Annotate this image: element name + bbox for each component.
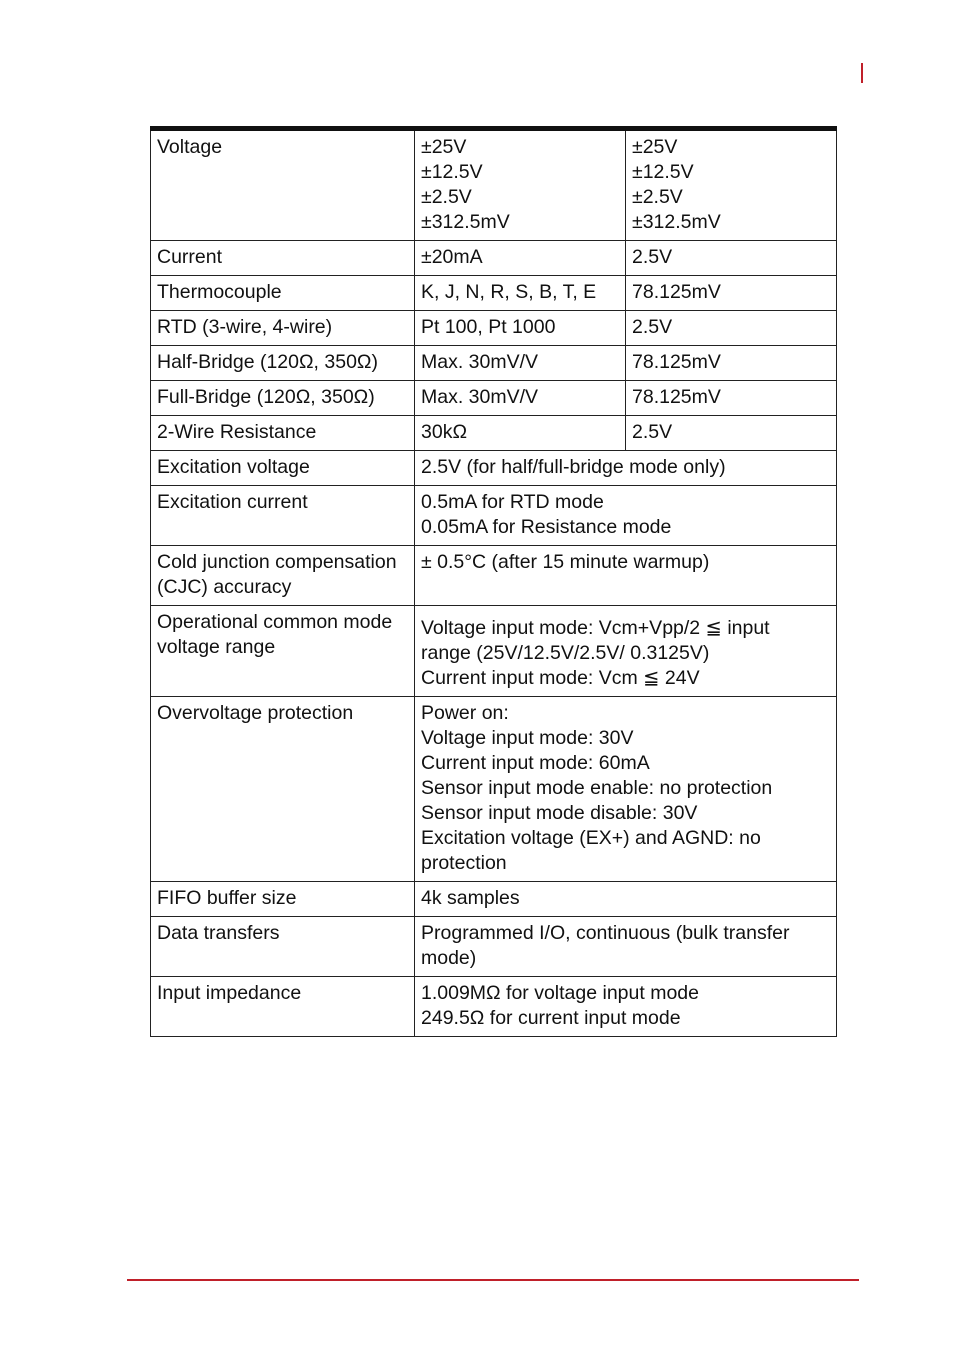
spec-label-cell (151, 882, 415, 917)
table-row (151, 241, 837, 276)
spec-label-text: Operational common mode (157, 611, 393, 633)
spec-label-text: Voltage (157, 136, 223, 158)
spec-value-text: ±25V (421, 136, 467, 158)
table-row (151, 917, 837, 977)
spec-value-cell (415, 129, 626, 241)
spec-label-text: Half-Bridge (120Ω, 350Ω) (157, 351, 379, 373)
spec-value-text: 1.009MΩ for voltage input mode (421, 982, 699, 1004)
spec-label-cell (151, 241, 415, 276)
spec-value-text: Sensor input mode enable: no protection (421, 777, 773, 799)
spec-label-text: (CJC) accuracy (157, 576, 292, 598)
spec-label-text: Overvoltage protection (157, 702, 354, 724)
spec-value-text: Power on: (421, 702, 509, 724)
spec-value-text: mode) (421, 947, 477, 969)
spec-value-text: ± 0.5°C (after 15 minute warmup) (421, 551, 710, 573)
spec-label-text: 2-Wire Resistance (157, 421, 317, 443)
spec-label-cell (151, 977, 415, 1037)
spec-value-cell (415, 697, 837, 882)
spec-value-cell (415, 882, 837, 917)
spec-value-text: ±20mA (421, 246, 483, 268)
spec-value-text: Max. 30mV/V (421, 386, 539, 408)
spec-value-cell (415, 311, 626, 346)
spec-label-text: Excitation voltage (157, 456, 310, 478)
spec-value-cell (415, 276, 626, 311)
table-row (151, 486, 837, 546)
spec-value-cell (626, 381, 837, 416)
spec-label-text: Input impedance (157, 982, 302, 1004)
spec-value-text: 78.125mV (632, 351, 721, 373)
spec-label-cell (151, 381, 415, 416)
spec-value-text: ±25V (632, 136, 678, 158)
specifications-table (150, 126, 837, 1037)
spec-value-cell (415, 381, 626, 416)
spec-value-text: protection (421, 852, 507, 874)
spec-value-text: Pt 100, Pt 1000 (421, 316, 556, 338)
spec-value-text: 2.5V (632, 246, 673, 268)
spec-value-cell (626, 346, 837, 381)
spec-value-cell (415, 241, 626, 276)
spec-value-cell (415, 977, 837, 1037)
table-row (151, 381, 837, 416)
spec-value-text: ±2.5V (632, 186, 683, 208)
spec-label-cell (151, 486, 415, 546)
spec-label-text: Thermocouple (157, 281, 282, 303)
header-accent-mark (861, 63, 863, 83)
spec-value-text: ±12.5V (421, 161, 483, 183)
specifications-table-body (151, 129, 837, 1037)
spec-label-cell (151, 917, 415, 977)
spec-value-text: Programmed I/O, continuous (bulk transfer (421, 922, 790, 944)
spec-value-text: 0.5mA for RTD mode (421, 491, 604, 513)
spec-label-text: Cold junction compensation (157, 551, 397, 573)
spec-value-text: 78.125mV (632, 386, 721, 408)
table-row (151, 416, 837, 451)
table-row (151, 129, 837, 241)
spec-value-text: 2.5V (632, 421, 673, 443)
spec-label-cell (151, 606, 415, 697)
spec-label-cell (151, 346, 415, 381)
spec-value-cell (415, 606, 837, 697)
table-row (151, 882, 837, 917)
spec-value-cell (415, 416, 626, 451)
spec-value-text: Voltage input mode: 30V (421, 727, 634, 749)
spec-label-text: Full-Bridge (120Ω, 350Ω) (157, 386, 375, 408)
spec-value-text: 4k samples (421, 887, 520, 909)
spec-value-text: 249.5Ω for current input mode (421, 1007, 681, 1029)
spec-value-cell (626, 311, 837, 346)
spec-label-text: Current (157, 246, 223, 268)
spec-value-text: Current input mode: Vcm ≦ 24V (421, 667, 700, 689)
spec-value-text: ±312.5mV (632, 211, 721, 233)
spec-value-text: 2.5V (for half/full-bridge mode only) (421, 456, 726, 478)
spec-value-text: ±312.5mV (421, 211, 510, 233)
spec-value-text: K, J, N, R, S, B, T, E (421, 281, 597, 303)
table-row (151, 311, 837, 346)
table-row (151, 346, 837, 381)
spec-value-cell (415, 546, 837, 606)
spec-label-cell (151, 697, 415, 882)
spec-value-text: Max. 30mV/V (421, 351, 539, 373)
spec-label-cell (151, 311, 415, 346)
table-row (151, 606, 837, 697)
spec-value-cell (415, 486, 837, 546)
spec-value-text: Current input mode: 60mA (421, 752, 650, 774)
spec-label-cell (151, 451, 415, 486)
table-row (151, 276, 837, 311)
spec-value-text: ±12.5V (632, 161, 694, 183)
spec-value-text: Voltage input mode: Vcm+Vpp/2 ≦ input (421, 617, 770, 639)
spec-label-text: Excitation current (157, 491, 308, 513)
spec-value-text: range (25V/12.5V/2.5V/ 0.3125V) (421, 642, 710, 664)
spec-label-text: FIFO buffer size (157, 887, 297, 909)
spec-value-text: ±2.5V (421, 186, 472, 208)
spec-value-cell (626, 276, 837, 311)
spec-label-cell (151, 416, 415, 451)
spec-value-text: 0.05mA for Resistance mode (421, 516, 672, 538)
spec-value-text: Excitation voltage (EX+) and AGND: no (421, 827, 761, 849)
spec-label-cell (151, 129, 415, 241)
table-row (151, 977, 837, 1037)
footer-rule (127, 1279, 859, 1281)
spec-label-cell (151, 276, 415, 311)
spec-label-text: Data transfers (157, 922, 280, 944)
spec-label-text: RTD (3-wire, 4-wire) (157, 316, 333, 338)
table-row (151, 697, 837, 882)
spec-value-text: 30kΩ (421, 421, 468, 443)
spec-value-cell (626, 241, 837, 276)
spec-label-cell (151, 546, 415, 606)
spec-value-cell (626, 416, 837, 451)
spec-value-text: 78.125mV (632, 281, 721, 303)
spec-value-text: 2.5V (632, 316, 673, 338)
spec-value-cell (415, 451, 837, 486)
spec-value-cell (626, 129, 837, 241)
table-row (151, 451, 837, 486)
table-row (151, 546, 837, 606)
spec-label-text: voltage range (157, 636, 276, 658)
spec-value-cell (415, 346, 626, 381)
spec-value-cell (415, 917, 837, 977)
spec-value-text: Sensor input mode disable: 30V (421, 802, 698, 824)
